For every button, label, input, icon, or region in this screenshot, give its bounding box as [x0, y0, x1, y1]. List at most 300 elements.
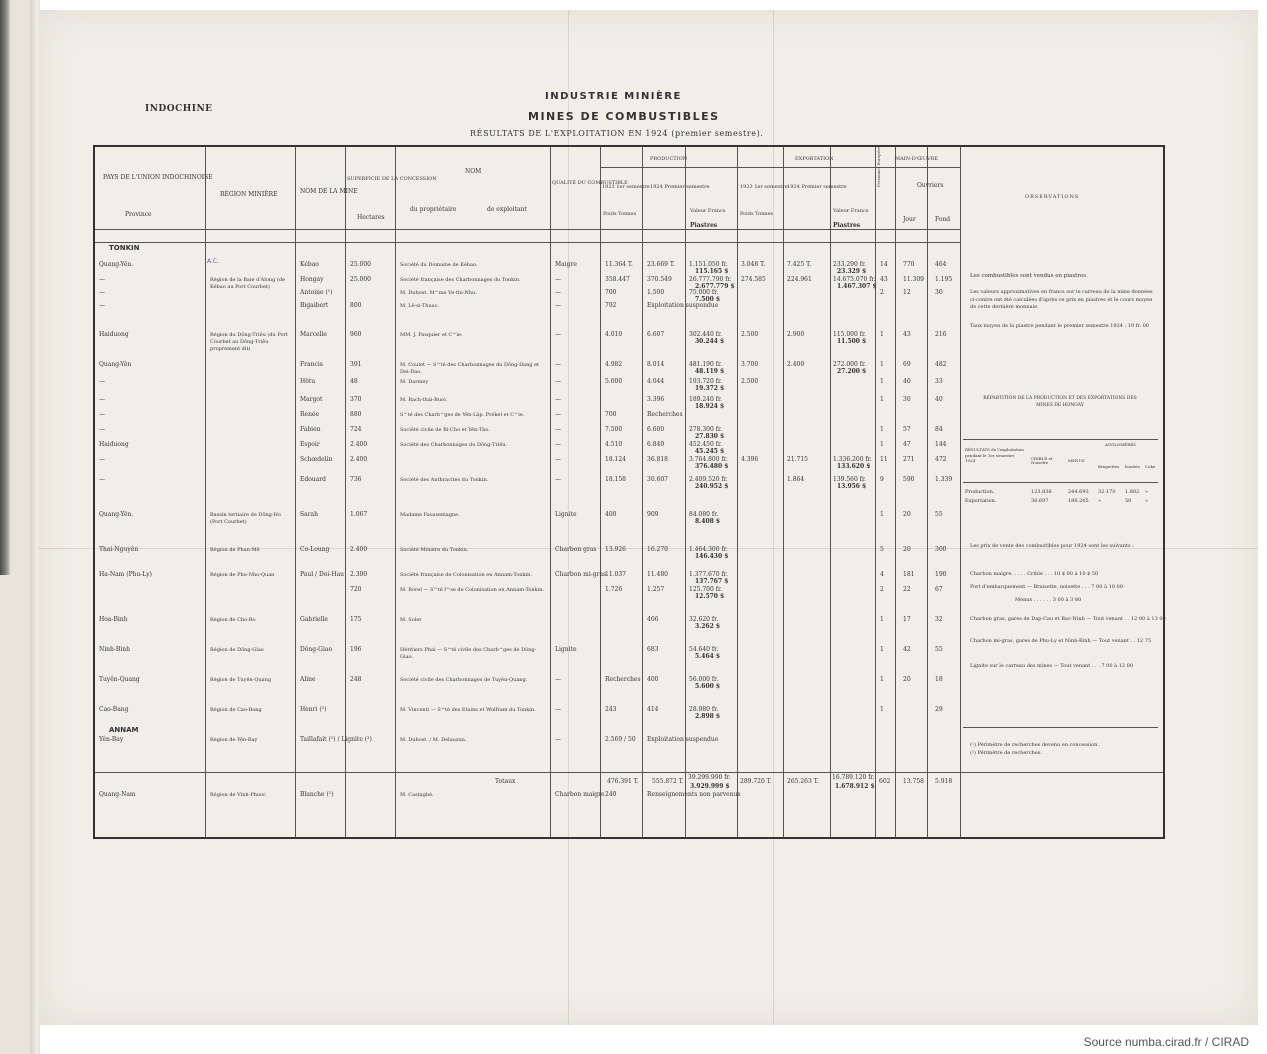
cell-jour: 17: [903, 616, 911, 623]
cell-p23: 7.500: [605, 426, 623, 433]
cell-mine: Sarah: [300, 511, 318, 518]
cell-sup: 370: [350, 396, 362, 403]
cell-p23: 11.364 T.: [605, 261, 633, 268]
cell-p23: 400: [605, 511, 617, 518]
cell-p24: Renseignements non parvenus: [647, 791, 741, 798]
cell-pers: 1: [880, 378, 884, 385]
prix-2: Charbon gras, gares de Dap-Cau et Bac-Ninh — Tout venant . . 12 00 à 13 00: [970, 616, 1166, 622]
cell-province: —: [99, 289, 105, 296]
totals-e24: 265.263 T.: [787, 778, 819, 785]
cell-e23: 2.500: [741, 378, 759, 385]
cell-pers: 1: [880, 646, 884, 653]
cell-fond: 144: [935, 441, 947, 448]
cell-qual: —: [555, 289, 561, 296]
rep-head-3: Briquettes: [1098, 464, 1120, 469]
cell-p24: 11.480: [647, 571, 668, 578]
header-prod-1924: 1924 Premier semestre: [650, 184, 710, 190]
prix-1a: Charbon maigre. . . . . Crible . . . 10 $ 00 à 10 $ 50: [970, 571, 1099, 577]
rep-head-5: Coke: [1145, 464, 1156, 469]
title-resultats: RÉSULTATS DE L'EXPLOITATION EN 1924 (premier semestre).: [470, 129, 764, 138]
cell-pia: 30.244 $: [695, 338, 725, 345]
cell-prop: S^té des Charb^ges de Yên-Lâp. Prékel et C^ie.: [400, 412, 525, 418]
cell-fond: 216: [935, 331, 947, 338]
rep-cell: 186.265: [1068, 498, 1089, 504]
cell-jour: 181: [903, 571, 915, 578]
cell-ep: 11.500 $: [837, 338, 867, 345]
totals-pia: 3.929.999 $: [690, 783, 730, 790]
cell-pers: 2: [880, 586, 884, 593]
cell-sup: 196: [350, 646, 362, 653]
cell-val: 1.377.670 fr.: [689, 571, 728, 578]
cell-region: Région de Yên-Bay: [210, 737, 258, 743]
cell-fond: 29: [935, 706, 943, 713]
cell-p23: 792: [605, 302, 617, 309]
cell-sup: 1.067: [350, 511, 368, 518]
cell-fond: 482: [935, 361, 947, 368]
country-label: INDOCHINE: [145, 104, 213, 114]
cell-e23: 3.700: [741, 361, 759, 368]
cell-region: Région de Phu-Nho-Quan: [210, 572, 275, 578]
header-exploitant: de exploitant: [487, 206, 527, 213]
cell-fond: 33: [935, 378, 943, 385]
cell-province: —: [99, 396, 105, 403]
cell-p24: 1.257: [647, 586, 665, 593]
prix-1c: Menus . . . . . . 3 00 à 3 80: [1015, 597, 1082, 603]
cell-prop: Société civile de Bi-Cho et Yên-Tho.: [400, 427, 490, 433]
cell-e23: 3.048 T.: [741, 261, 766, 268]
cell-p23: 13.926: [605, 546, 626, 553]
cell-prop: Héritiers Phai — S^té civile des Charb^ges de Dông-Giao.: [400, 647, 537, 660]
header-main-oeuvre: MAIN-D'ŒUVRE: [895, 156, 939, 162]
cell-p24: 16.270: [647, 546, 668, 553]
totals-p24: 555.872 T.: [652, 778, 684, 785]
cell-ev: 115.000 fr.: [833, 331, 867, 338]
header-observations: OBSERVATIONS: [1025, 194, 1080, 200]
cell-region: Région de Vinh-Phuoc: [210, 792, 266, 798]
cell-fond: 1.339: [935, 476, 953, 483]
cell-ev: 1.336.200 fr.: [833, 456, 872, 463]
cell-prop: M. Coulet — S^té des Charbonnages du Dông-Dang et Dei-Dao.: [400, 362, 540, 375]
cell-fond: 40: [935, 396, 943, 403]
cell-prop: Société civile des Charbonnages de Tuyên-Quang.: [400, 677, 528, 683]
cell-province: —: [99, 276, 105, 283]
cell-pia: 45.245 $: [695, 448, 725, 455]
rep-cell: 32.170: [1098, 489, 1116, 495]
cell-mine: Bigaibert: [300, 302, 329, 309]
obs-2: Les valeurs approximatives en francs sur le carreau de la mine données ci-contre ont été calculées d'après ce prix en piastres et le cours moyen de cette dernière monnaie.: [970, 289, 1153, 310]
cell-val: 2.409.520 fr.: [689, 476, 728, 483]
cell-p23: 700: [605, 411, 617, 418]
cell-fond: 18: [935, 676, 943, 683]
cell-sup: 25.000: [350, 276, 371, 283]
rep-cell: 123.836: [1031, 489, 1052, 495]
cell-prop: M. Castaghé.: [400, 792, 434, 798]
cell-pers: 4: [880, 571, 884, 578]
header-qualite: QUALITÉ DU COMBUSTIBLE: [552, 180, 628, 186]
cell-sup: 248: [350, 676, 362, 683]
cell-pia: 2.677.779 $: [695, 283, 735, 290]
cell-region: Région de Phan-Mê: [210, 547, 260, 553]
rep-cell: 38.697: [1031, 498, 1049, 504]
cell-pers: 1: [880, 441, 884, 448]
cell-jour: 20: [903, 676, 911, 683]
cell-pers: 1: [880, 426, 884, 433]
cell-region: Région de Tuyên-Quang: [210, 677, 272, 683]
cell-pia: 5.464 $: [695, 653, 721, 660]
cell-pers: 43: [880, 276, 888, 283]
totals-fond: 5.918: [935, 778, 953, 785]
cell-mine: Schœdelin: [300, 456, 333, 463]
cell-prop: M. Dubost. M^me Ve-thi-Nhu.: [400, 290, 477, 296]
rep-cell: 1.802: [1125, 489, 1140, 495]
cell-e24: 1.864: [787, 476, 805, 483]
cell-e24: 2.900: [787, 331, 805, 338]
cell-fond: 32: [935, 616, 943, 623]
cell-val: 125.700 fr.: [689, 586, 723, 593]
header-prod-1923: 1923 1er semestre: [602, 184, 650, 190]
cell-pia: 8.408 $: [695, 518, 721, 525]
cell-e23: 2.500: [741, 331, 759, 338]
cell-p23: 4.010: [605, 331, 623, 338]
header-exp-piastres: Piastres: [833, 222, 861, 229]
cell-qual: —: [555, 676, 561, 683]
cell-prop: M. Vincenti — S^té des Etains et Wolfram du Tonkin.: [400, 707, 536, 713]
cell-val: 54.640 fr.: [689, 646, 719, 653]
cell-sup: 800: [350, 302, 362, 309]
cell-province: Quang-Yên.: [99, 261, 134, 268]
library-stamp: [207, 258, 247, 280]
cell-prop: Société du Domaine de Kébao.: [400, 262, 478, 268]
stamp-text: A.C.: [207, 258, 220, 265]
cell-ep: 13.956 $: [837, 483, 867, 490]
totals-e23: 289.720 T.: [740, 778, 772, 785]
cell-prop: Société Minière du Tonkin.: [400, 547, 469, 553]
section-annam: ANNAM: [109, 726, 139, 734]
header-prod-piastres: Piastres: [690, 222, 718, 229]
cell-p23: 243: [605, 706, 617, 713]
cell-qual: —: [555, 706, 561, 713]
cell-prop: Société française de Colonisation en Annam-Tonkin.: [400, 572, 532, 578]
cell-sup: 175: [350, 616, 362, 623]
cell-pers: 1: [880, 511, 884, 518]
cell-pia: 5.600 $: [695, 683, 721, 690]
cell-province: Haiduong: [99, 331, 129, 338]
rep-cell: »: [1145, 498, 1149, 504]
cell-qual: —: [555, 361, 561, 368]
cell-qual: Charbon mi-gras: [555, 571, 607, 578]
cell-e23: 274.585: [741, 276, 766, 283]
header-prod-poids: Poids Tonnes: [603, 211, 637, 217]
cell-pers: 1: [880, 331, 884, 338]
cell-pia: 146.430 $: [695, 553, 729, 560]
note-2: (²) Périmètre de recherches.: [970, 750, 1042, 756]
cell-region: Bassin tertiaire de Dông-Ho (Port Courbet): [210, 512, 281, 525]
cell-pia: 240.952 $: [695, 483, 729, 490]
cell-p24: 6.607: [647, 331, 665, 338]
cell-p23: 2.569 / 50: [605, 736, 636, 743]
cell-province: Hoa-Binh: [99, 616, 128, 623]
totals-label: Totaux: [495, 778, 516, 785]
header-exportation: EXPORTATION: [795, 156, 834, 162]
cell-val: 28.980 fr.: [689, 706, 719, 713]
cell-p24: Recherches: [647, 411, 683, 418]
title-industrie: INDUSTRIE MINIÈRE: [545, 91, 682, 102]
cell-p23: 700: [605, 289, 617, 296]
title-mines: MINES DE COMBUSTIBLES: [528, 110, 720, 123]
cell-pia: 376.480 $: [695, 463, 729, 470]
cell-sup: 2.400: [350, 546, 368, 553]
cell-val: 481.190 fr.: [689, 361, 723, 368]
cell-pia: 137.767 $: [695, 578, 729, 585]
header-production: PRODUCTION: [650, 156, 688, 162]
header-nom-mine: NOM DE LA MINE: [300, 188, 358, 195]
cell-mine: Francis: [300, 361, 323, 368]
cell-province: —: [99, 456, 105, 463]
cell-val: 302.440 fr.: [689, 331, 723, 338]
cell-mine: Antoine (¹): [300, 289, 333, 296]
cell-jour: 57: [903, 426, 911, 433]
repartition-title: RÉPARTITION DE LA PRODUCTION ET DES EXPORTATIONS DES MINES DE HONGAY: [983, 396, 1137, 409]
cell-province: —: [99, 378, 105, 385]
cell-p24: 400: [647, 676, 659, 683]
cell-pers: 11: [880, 456, 888, 463]
cell-p23: 18.124: [605, 456, 626, 463]
cell-ev: 233.290 fr.: [833, 261, 867, 268]
cell-e24: 2.400: [787, 361, 805, 368]
totals-ep: 1.678.912 $: [835, 783, 875, 790]
cell-qual: —: [555, 411, 561, 418]
cell-p23: 240: [605, 791, 617, 798]
cell-prop: M. Dubost. / M. Delauzun.: [400, 737, 467, 743]
cell-mine: Henri (²): [300, 706, 327, 713]
cell-val: 1.464.300 fr.: [689, 546, 728, 553]
cell-province: Yên-Bay: [99, 736, 124, 743]
cell-jour: 770: [903, 261, 915, 268]
cell-jour: 11.309: [903, 276, 924, 283]
cell-fond: 84: [935, 426, 943, 433]
cell-qual: —: [555, 396, 561, 403]
cell-val: 3.764.800 fr.: [689, 456, 728, 463]
cell-sup: 48: [350, 378, 358, 385]
cell-province: Quang-Yên: [99, 361, 132, 368]
cell-p23: 5.000: [605, 378, 623, 385]
cell-mine: Blanche (¹): [300, 791, 334, 798]
cell-qual: —: [555, 378, 561, 385]
cell-prop: Madame Faussemagne.: [400, 512, 460, 518]
section-tonkin: TONKIN: [109, 244, 140, 252]
cell-p24: 6.840: [647, 441, 665, 448]
cell-pers: 1: [880, 396, 884, 403]
totals-jour: 13.758: [903, 778, 924, 785]
results-table: [93, 145, 1165, 839]
cell-pers: 5: [880, 546, 884, 553]
cell-p24: Exploitation suspendue: [647, 302, 719, 309]
cell-val: 26.777.790 fr.: [689, 276, 732, 283]
cell-ep: 23.329 $: [837, 268, 867, 275]
cell-jour: 43: [903, 331, 911, 338]
cell-ev: 272.000 fr.: [833, 361, 867, 368]
header-hectares: Hectares: [357, 214, 385, 221]
rep-cell: Production.: [965, 489, 995, 495]
cell-val: 75.000 fr.: [689, 289, 719, 296]
cell-prop: M. Lê-si-Thuac.: [400, 303, 440, 309]
cell-sup: 960: [350, 331, 362, 338]
cell-ep: 27.200 $: [837, 368, 867, 375]
cell-qual: —: [555, 441, 561, 448]
totals-val: 39.299.990 fr.: [688, 774, 731, 781]
cell-pia: 27.830 $: [695, 433, 725, 440]
cell-qual: —: [555, 736, 561, 743]
cell-fond: 190: [935, 571, 947, 578]
cell-mine: Taillafait (¹) / Lignite (²): [300, 736, 372, 743]
cell-jour: 22: [903, 586, 911, 593]
cell-p24: 36.818: [647, 456, 668, 463]
cell-jour: 271: [903, 456, 915, 463]
cell-prop: M. Bach-thái-Buoi.: [400, 397, 448, 403]
rep-head-4: boulets: [1125, 464, 1140, 469]
cell-pia: 19.372 $: [695, 385, 725, 392]
header-ouvriers: Ouvriers: [917, 182, 944, 189]
cell-jour: 40: [903, 378, 911, 385]
rep-cell: »: [1145, 489, 1149, 495]
cell-province: Haiduong: [99, 441, 129, 448]
note-1: (¹) Périmètre de recherches devenu en concession.: [970, 742, 1099, 748]
cell-ev: 14.675.070 fr.: [833, 276, 876, 283]
cell-region: Région de la Baie d'Along (de Kébao au Port Courbet): [210, 277, 285, 290]
cell-p23: 18.158: [605, 476, 626, 483]
cell-jour: 590: [903, 476, 915, 483]
cell-mine: Fabien: [300, 426, 321, 433]
cell-fond: 300: [935, 546, 947, 553]
cell-jour: 47: [903, 441, 911, 448]
header-nom: NOM: [465, 168, 482, 175]
cell-fond: 67: [935, 586, 943, 593]
cell-val: 189.240 fr.: [689, 396, 723, 403]
header-province: Province: [125, 211, 152, 218]
cell-p23: 11.037: [605, 571, 626, 578]
cell-ep: 133.620 $: [837, 463, 871, 470]
cell-jour: 20: [903, 511, 911, 518]
cell-p24: 23.669 T.: [647, 261, 675, 268]
cell-sup: 2.400: [350, 441, 368, 448]
header-personnel: Personnel Européen: [876, 145, 881, 187]
cell-province: —: [99, 426, 105, 433]
prix-title: Les prix de vente des combustibles pour 1924 sont les suivants :: [970, 543, 1134, 549]
cell-qual: Lignite: [555, 646, 577, 653]
cell-mine: Kébao: [300, 261, 319, 268]
cell-e24: 224.961: [787, 276, 812, 283]
cell-p23: 4.510: [605, 441, 623, 448]
cell-region: Région de Cho-Bo: [210, 617, 256, 623]
cell-pia: 18.924 $: [695, 403, 725, 410]
cell-qual: Charbon maigre: [555, 791, 605, 798]
rep-cell: 244.693: [1068, 489, 1089, 495]
cell-pia: 7.500 $: [695, 296, 721, 303]
header-exp-poids: Poids Tonnes: [740, 211, 774, 217]
cell-sup: 720: [350, 586, 362, 593]
totals-ev: 16.789.120 fr.: [832, 774, 875, 781]
header-proprietaire: du propriétaire: [410, 206, 457, 213]
cell-pia: 48.119 $: [695, 368, 725, 375]
header-fond: Fond: [935, 216, 951, 223]
cell-sup: 25.000: [350, 261, 371, 268]
cell-pers: 1: [880, 706, 884, 713]
cell-mine: Paul / Doi-Hau: [300, 571, 345, 578]
prix-4: Lignite sur le carreau des mines — Tout venant . . . 7 00 à 12 00: [970, 663, 1134, 669]
cell-qual: Maigre: [555, 261, 577, 268]
cell-p23: 4.982: [605, 361, 623, 368]
cell-mine: Hongay: [300, 276, 324, 283]
cell-e23: 4.396: [741, 456, 759, 463]
cell-pers: 2: [880, 289, 884, 296]
cell-prop: Société française des Charbonnages du Tonkin.: [400, 277, 521, 283]
cell-fond: 464: [935, 261, 947, 268]
cell-ev: 139.560 fr.: [833, 476, 867, 483]
cell-prop: M. Soler: [400, 617, 422, 623]
cell-province: —: [99, 302, 105, 309]
rep-agglo: AGGLOMÉRÉS: [1105, 442, 1136, 447]
cell-fond: 55: [935, 646, 943, 653]
rep-cell: Exportation.: [965, 498, 997, 504]
cell-mine: Espoir: [300, 441, 320, 448]
cell-mine: Aline: [300, 676, 316, 683]
cell-p24: 909: [647, 511, 659, 518]
cell-mine: Edouard: [300, 476, 326, 483]
header-prod-valeur: Valeur Francs: [690, 208, 726, 214]
cell-region: Région du Dông-Triêu (du Port Courbet au Dông-Triêu proprement dit): [210, 332, 288, 352]
header-exp-1924: 1924 Premier semestre: [787, 184, 847, 190]
cell-jour: 69: [903, 361, 911, 368]
cell-province: Cao-Bang: [99, 706, 129, 713]
rep-head-2: MENUS: [1068, 458, 1085, 463]
prix-1b: Port d'embarquement — Braisette, noisette . . . 7 00 à 10 00: [970, 584, 1123, 590]
cell-mine: Margot: [300, 396, 323, 403]
cell-qual: —: [555, 331, 561, 338]
cell-province: —: [99, 476, 105, 483]
cell-p24: 414: [647, 706, 659, 713]
cell-pers: 14: [880, 261, 888, 268]
header-region: RÉGION MINIÈRE: [220, 191, 278, 198]
cell-mine: Co-Loung: [300, 546, 330, 553]
cell-qual: —: [555, 426, 561, 433]
cell-p24: 370.549: [647, 276, 672, 283]
cell-sup: 2.390: [350, 571, 368, 578]
cell-mine: Dông-Giao: [300, 646, 333, 653]
cell-pia: 115.165 $: [695, 268, 729, 275]
cell-sup: 724: [350, 426, 362, 433]
cell-pers: 9: [880, 476, 884, 483]
cell-region: Région de Dông-Giao: [210, 647, 264, 653]
cell-prop: MM. J. Pasquier et C^ie.: [400, 332, 463, 338]
cell-e24: 7.425 T.: [787, 261, 812, 268]
cell-pia: 12.570 $: [695, 593, 725, 600]
cell-val: 1.151.050 fr.: [689, 261, 728, 268]
cell-province: Ha-Nam (Phu-Ly): [99, 571, 153, 578]
cell-val: 56.000 fr.: [689, 676, 719, 683]
cell-qual: —: [555, 276, 561, 283]
cell-pia: 2.898 $: [695, 713, 721, 720]
header-superficie: SUPERFICIE DE LA CONCESSION: [347, 176, 437, 182]
cell-mine: Marcelle: [300, 331, 327, 338]
cell-qual: —: [555, 476, 561, 483]
cell-p24: 4.044: [647, 378, 665, 385]
cell-fond: 1.195: [935, 276, 953, 283]
page-edge: [30, 0, 38, 1054]
totals-pers: 602: [879, 778, 891, 785]
cell-p24: 30.607: [647, 476, 668, 483]
cell-jour: 20: [903, 546, 911, 553]
cell-fond: 472: [935, 456, 947, 463]
